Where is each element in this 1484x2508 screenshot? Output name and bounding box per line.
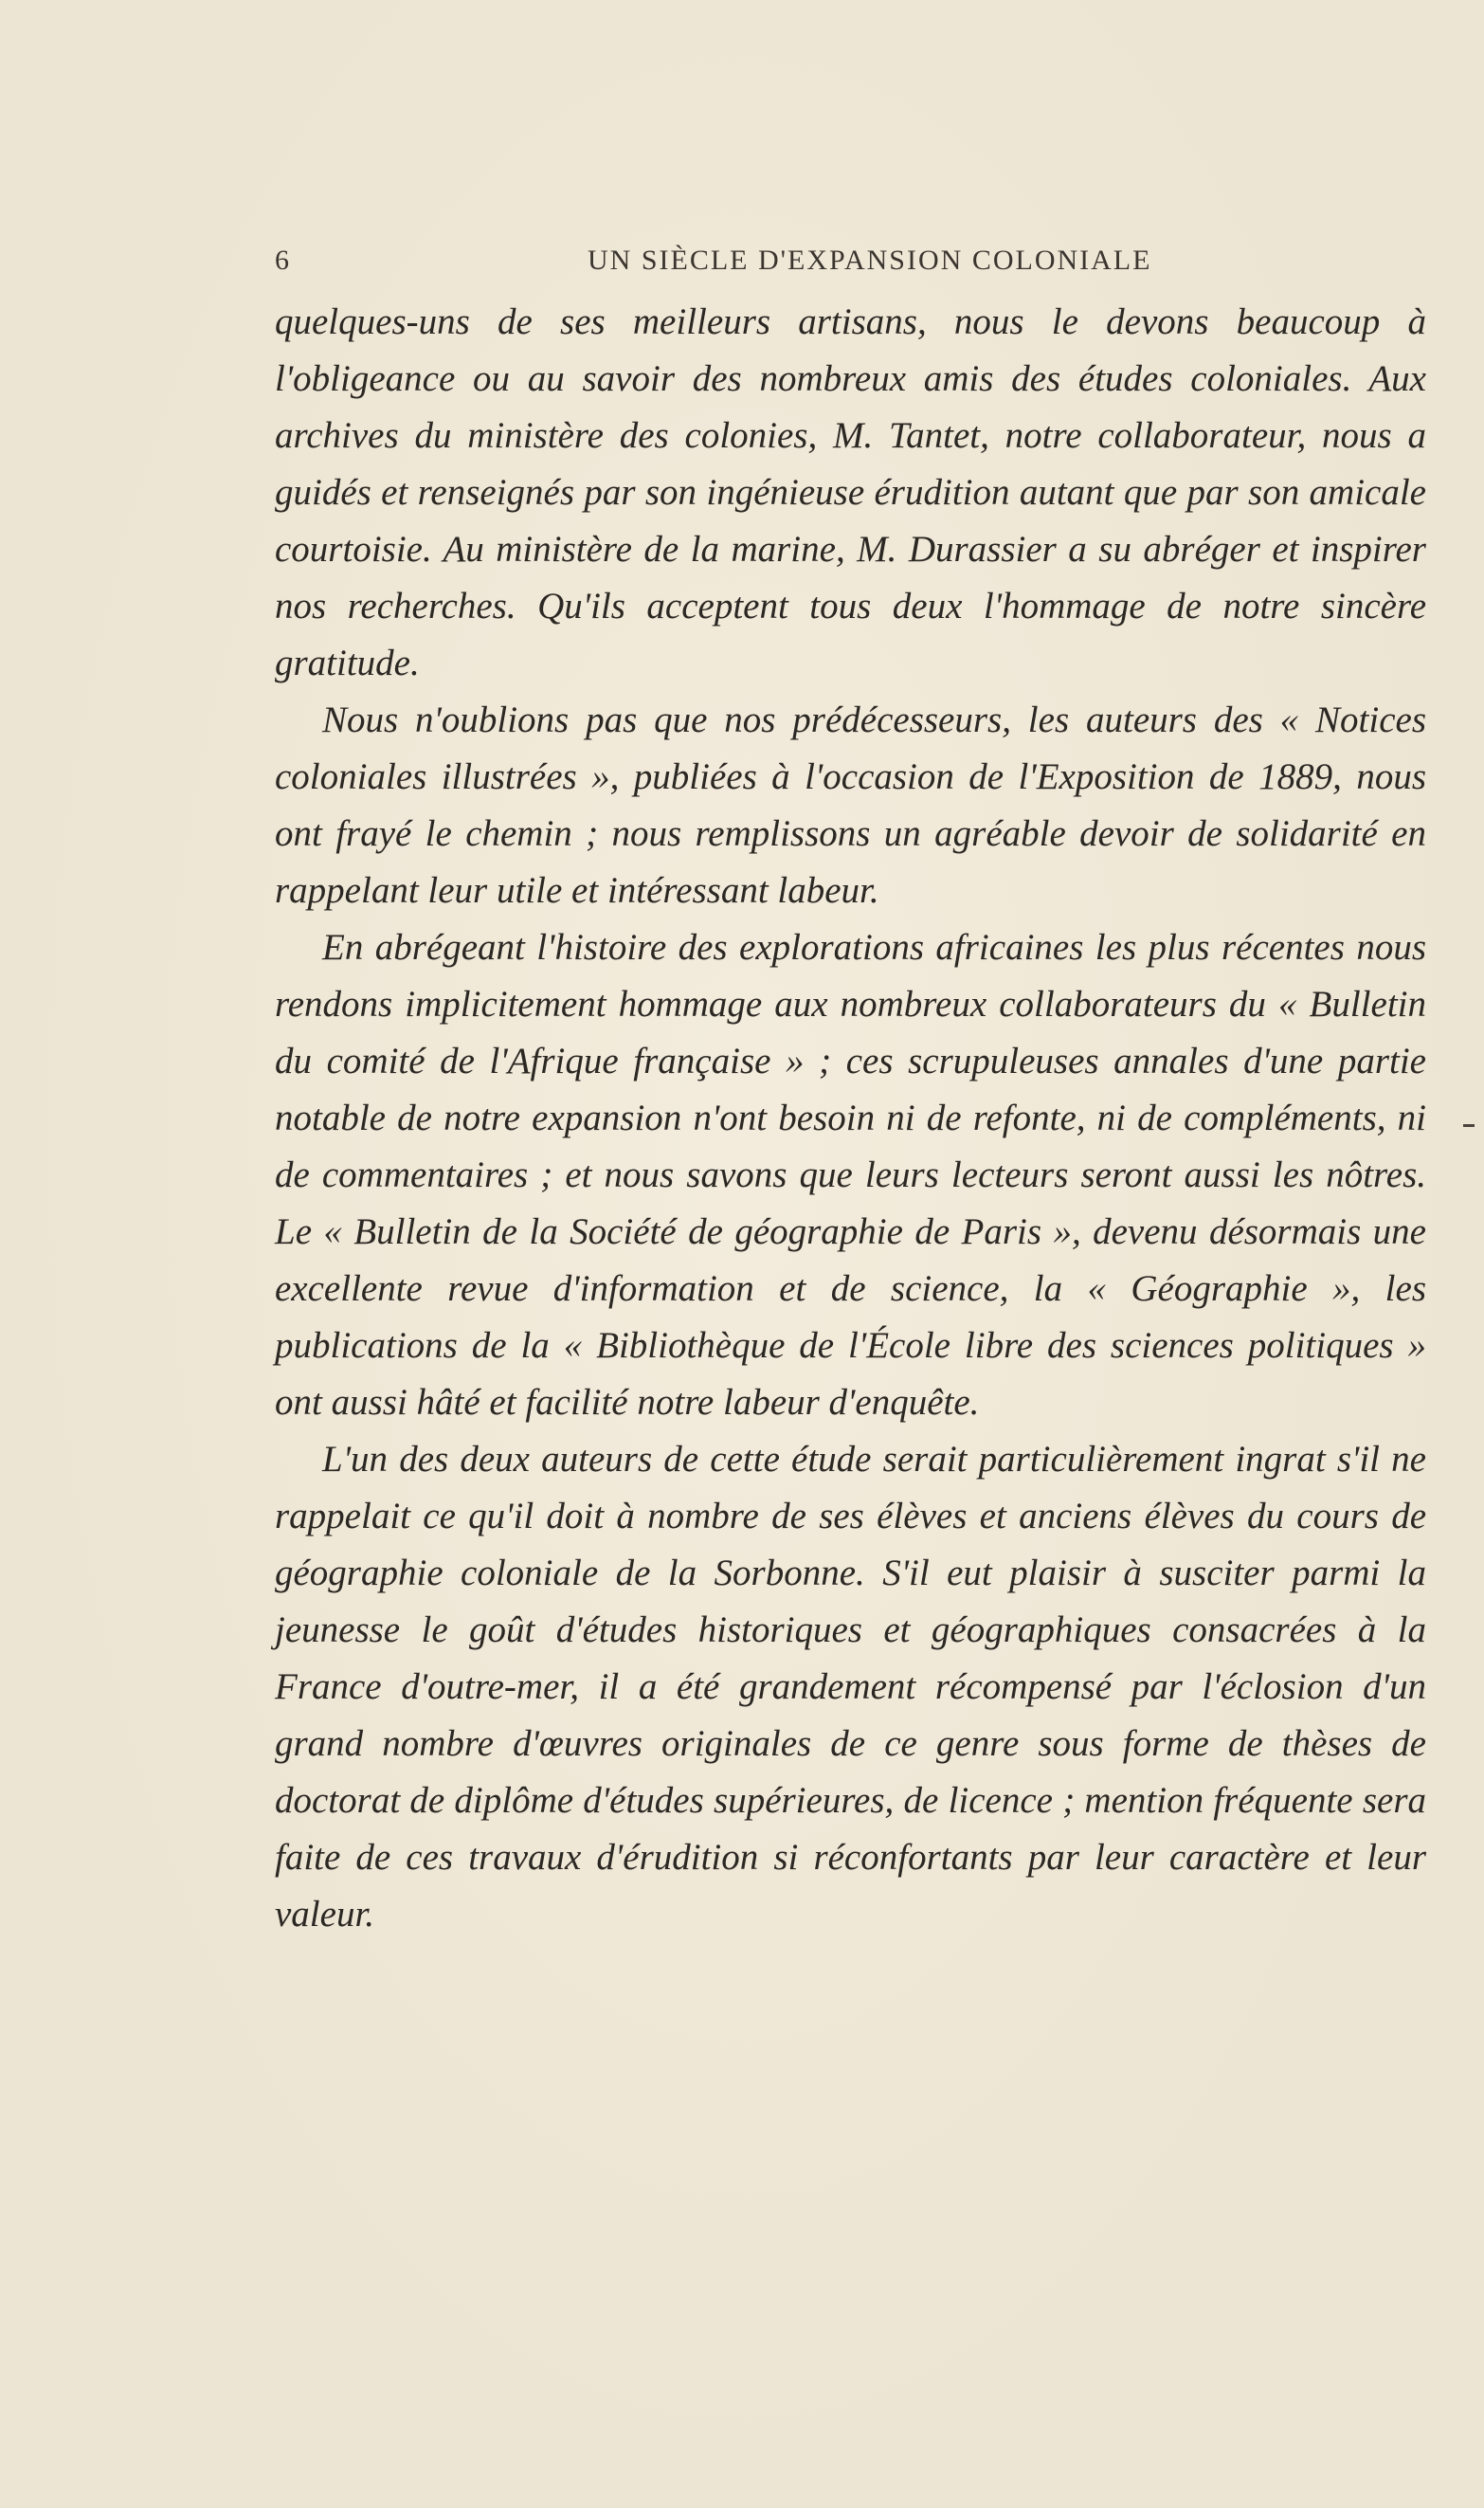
paragraph-predecessors: Nous n'oublions pas que nos prédécesseurs, les auteurs des « Notices coloniales illustrées », publiées à l'occasion de l'Exposition de 1889, nous ont frayé le chemin ; nous remplissons un agréable devoir de solidarité en rappelant leur utile et intéressant labeur. <box>275 700 1426 911</box>
page-number: 6 <box>275 245 291 276</box>
margin-mark <box>1463 1124 1475 1127</box>
paragraph-students: L'un des deux auteurs de cette étude serait particulièrement ingrat s'il ne rappelait ce qu'il doit à nombre de ses élèves et anciens élèves du cours de géographie coloniale de la Sorbonne. S'il eut plaisir à susciter parmi la jeunesse le goût d'études historiques et géographiques consacrées à la France d'outre-mer, il a été grandement récompensé par l'éclosion d'un grand nombre d'œuvres originales de ce genre sous forme de thèses de doctorat de diplôme d'études supérieures, de licence ; mention fréquente sera faite de ces travaux d'érudition si réconfortants par leur caractère et leur valeur. <box>275 1439 1426 1935</box>
running-head <box>275 245 1222 277</box>
paragraph-explorations: En abrégeant l'histoire des explorations africaines les plus récentes nous rendons implicitement hommage aux nombreux collaborateurs du « Bulletin du comité de l'Afrique française » ; ces scrupuleuses annales d'une partie notable de notre expansion n'ont besoin ni de refonte, ni de compléments, ni de commentaires ; et nous savons que leurs lecteurs seront aussi les nôtres. Le « Bulletin de la Société de géographie de Paris », devenu désormais une excellente revue d'information et de science, la « Géographie », les publications de la « Bibliothèque de l'École libre des sciences politiques » ont aussi hâté et facilité notre labeur d'enquête. <box>275 927 1426 1423</box>
body-text <box>275 294 1426 1943</box>
paragraph-continuation: quelques-uns de ses meilleurs artisans, nous le devons beaucoup à l'obligeance ou au savoir des nombreux amis des études coloniales. Aux archives du ministère des colonies, M. Tantet, notre collaborateur, nous a guidés et renseignés par son ingénieuse érudition autant que par son amicale courtoisie. Au ministère de la marine, M. Durassier a su abréger et inspirer nos recherches. Qu'ils acceptent tous deux l'hommage de notre sincère gratitude. <box>275 301 1426 683</box>
running-title: UN SIÈCLE D'EXPANSION COLONIALE <box>588 245 1152 276</box>
